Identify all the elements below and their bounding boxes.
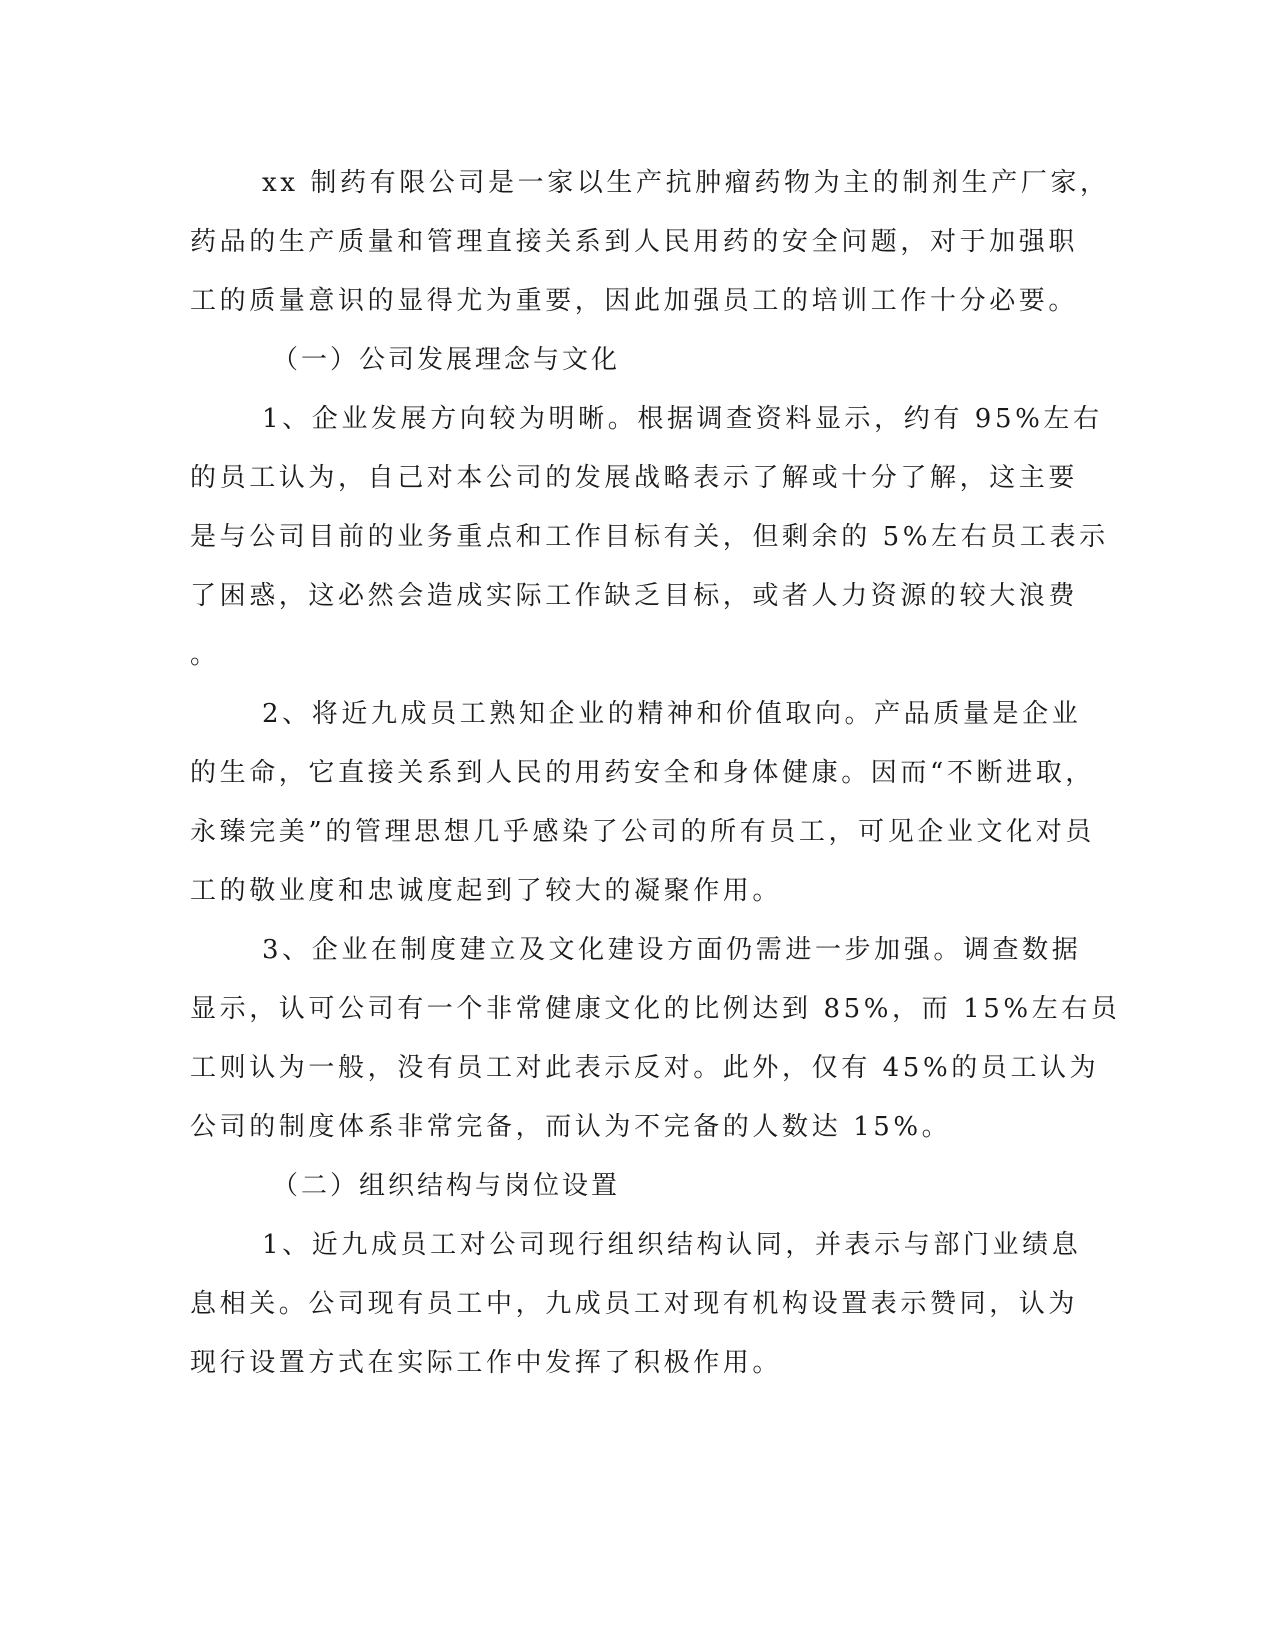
paragraph-1-line-2: 的员工认为，自己对本公司的发展战略表示了解或十分了解，这主要 — [190, 463, 1079, 493]
paragraph-2-line-1: 2、将近九成员工熟知企业的精神和价值取向。产品质量是企业 — [262, 699, 1082, 729]
paragraph-3-line-2: 显示，认可公司有一个非常健康文化的比例达到 85%，而 15%左右员 — [190, 994, 1121, 1024]
paragraph-4-line-2: 息相关。公司现有员工中，九成员工对现有机构设置表示赞同，认为 — [190, 1289, 1079, 1319]
section-heading-1: （一）公司发展理念与文化 — [272, 345, 621, 375]
paragraph-intro-line-1: xx 制药有限公司是一家以生产抗肿瘤药物为主的制剂生产厂家， — [262, 168, 1110, 198]
section-heading-2: （二）组织结构与岗位设置 — [272, 1171, 621, 1201]
paragraph-1-line-5: 。 — [190, 640, 220, 670]
paragraph-1-line-4: 了困惑，这必然会造成实际工作缺乏目标，或者人力资源的较大浪费 — [190, 581, 1079, 611]
paragraph-1-line-1: 1、企业发展方向较为明晰。根据调查资料显示，约有 95%左右 — [262, 404, 1103, 434]
paragraph-3-line-3: 工则认为一般，没有员工对此表示反对。此外，仅有 45%的员工认为 — [190, 1053, 1100, 1083]
paragraph-4-line-3: 现行设置方式在实际工作中发挥了积极作用。 — [190, 1348, 783, 1378]
paragraph-3-line-4: 公司的制度体系非常完备，而认为不完备的人数达 15%。 — [190, 1112, 952, 1142]
paragraph-4-line-1: 1、近九成员工对公司现行组织结构认同，并表示与部门业绩息 — [262, 1230, 1082, 1260]
paragraph-2-line-3: 永臻完美”的管理思想几乎感染了公司的所有员工，可见企业文化对员 — [190, 817, 1095, 847]
paragraph-intro-line-2: 药品的生产质量和管理直接关系到人民用药的安全问题，对于加强职 — [190, 227, 1079, 257]
paragraph-intro-line-3: 工的质量意识的显得尤为重要，因此加强员工的培训工作十分必要。 — [190, 286, 1079, 316]
paragraph-1-line-3: 是与公司目前的业务重点和工作目标有关，但剩余的 5%左右员工表示 — [190, 522, 1109, 552]
paragraph-3-line-1: 3、企业在制度建立及文化建设方面仍需进一步加强。调查数据 — [262, 935, 1082, 965]
paragraph-2-line-2: 的生命，它直接关系到人民的用药安全和身体健康。因而“不断进取， — [190, 758, 1095, 788]
paragraph-2-line-4: 工的敬业度和忠诚度起到了较大的凝聚作用。 — [190, 876, 783, 906]
